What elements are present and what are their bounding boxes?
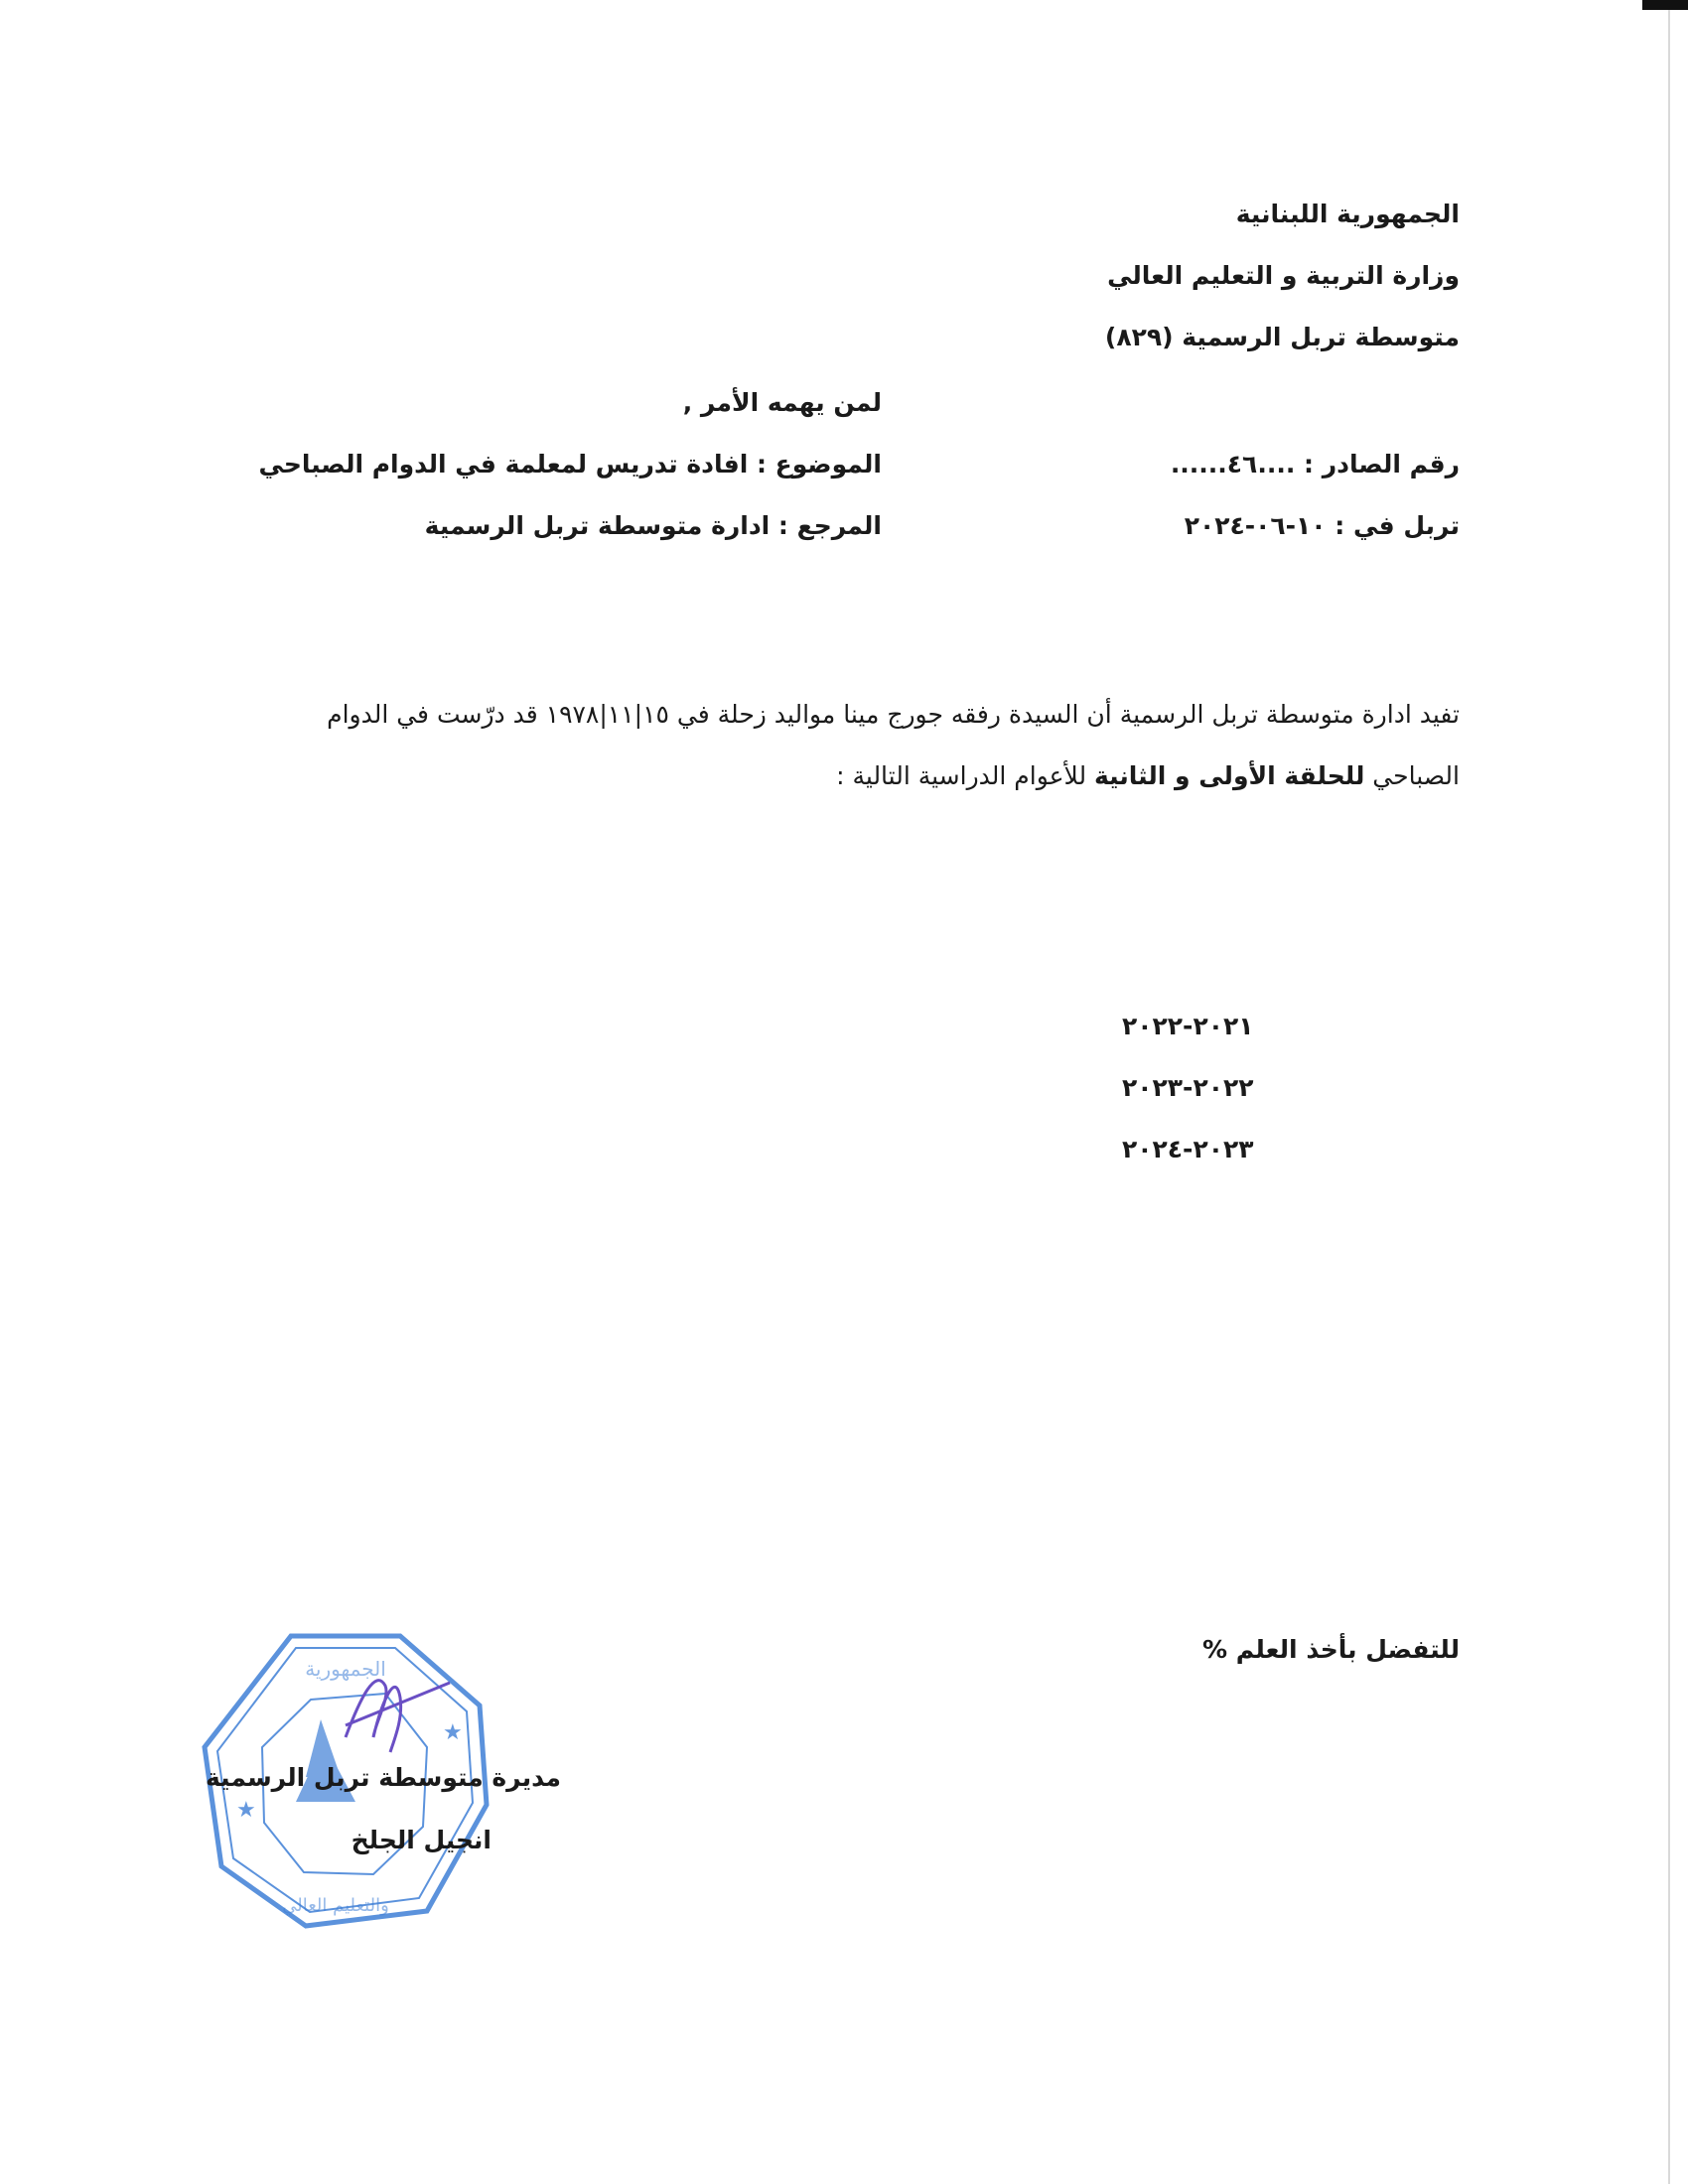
place-date: تربل في : ١٠-٠٦-٢٠٢٤	[1184, 511, 1460, 540]
addressee: لمن يهمه الأمر ,	[682, 388, 882, 417]
body-text: للأعوام الدراسية التالية :	[836, 761, 1095, 790]
issue-number: رقم الصادر : ....٤٦......	[1170, 450, 1460, 478]
signatory-name: انجيل الجلخ	[351, 1826, 492, 1854]
signatory-title: مديرة متوسطة تربل الرسمية	[205, 1763, 561, 1792]
republic-heading: الجمهورية اللبنانية	[1235, 200, 1460, 228]
stamp-star-icon: ★	[236, 1798, 256, 1823]
body-paragraph-line-2	[836, 760, 1460, 792]
stamp-star-icon: ★	[443, 1720, 463, 1745]
scan-edge-mark	[1642, 0, 1688, 10]
stamp-text-bottom: والتعليم العالي	[282, 1895, 389, 1916]
ministry-heading: وزارة التربية و التعليم العالي	[1107, 261, 1460, 290]
body-text: الصباحي	[1364, 761, 1460, 790]
school-year: ٢٠٢٢-٢٠٢٣	[1122, 1073, 1254, 1102]
body-paragraph-line-1: تفيد ادارة متوسطة تربل الرسمية أن السيدة رفقه جورج مينا مواليد زحلة في ١٥|١١|١٩٧٨ قد درّست في الدوام	[327, 700, 1460, 729]
closing-line: للتفضل بأخذ العلم %	[1201, 1635, 1460, 1664]
handwritten-signature	[346, 1681, 450, 1752]
subject-line: الموضوع : افادة تدريس لمعلمة في الدوام الصباحي	[258, 450, 882, 478]
school-year: ٢٠٢١-٢٠٢٢	[1122, 1012, 1254, 1040]
scan-edge-line	[1668, 10, 1670, 2184]
body-text-bold: للحلقة الأولى و الثانية	[1094, 761, 1365, 790]
stamp-text-top: الجمهورية	[305, 1657, 386, 1681]
school-heading: متوسطة تربل الرسمية (٨٢٩)	[1104, 323, 1460, 351]
school-year: ٢٠٢٣-٢٠٢٤	[1122, 1135, 1254, 1163]
reference-line: المرجع : ادارة متوسطة تربل الرسمية	[424, 511, 882, 540]
